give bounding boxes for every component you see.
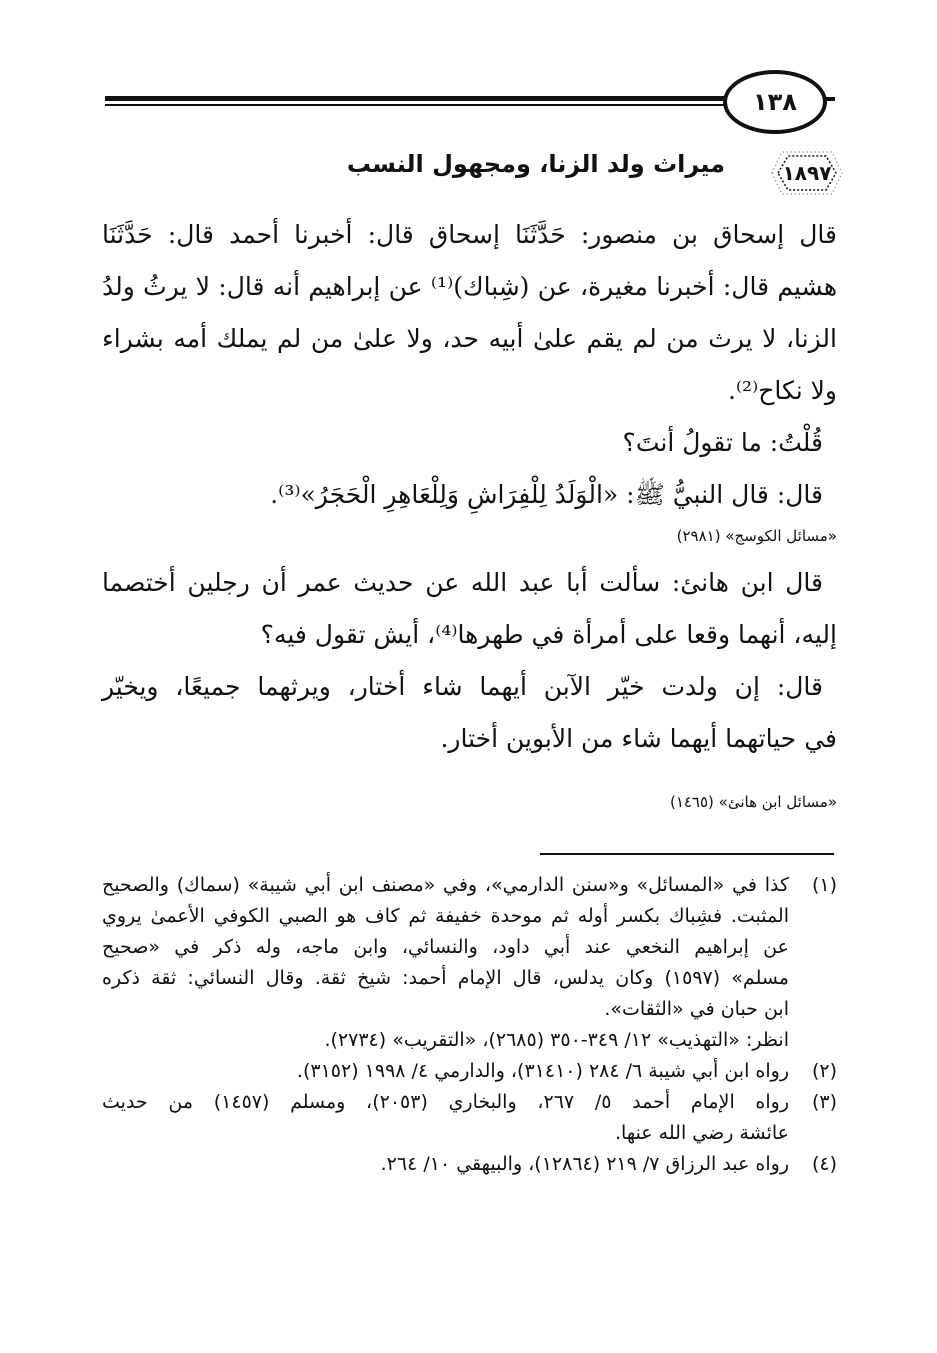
- item-number: ١٨٩٧: [782, 161, 832, 185]
- footnote-line: المثبت. فشِباك بكسر أوله ثم موحدة خفيفة ثم كاف هو الصبي الكوفي الأعمىٰ يروي: [102, 905, 789, 927]
- footnote-number: (٣): [811, 1091, 837, 1113]
- text-line: في حياتهما أيهما شاء من الأبوين أختار.: [440, 724, 837, 753]
- footnote-line: رواه الإمام أحمد ٥/ ٢٦٧، والبخاري (٢٠٥٣)، ومسلم (١٤٥٧) من حديث: [102, 1091, 790, 1113]
- header-rule-thick: [105, 96, 725, 101]
- text-line: قال: إن ولدت خيّر الآبن أيهما شاء أختار، ويرثهما جميعًا، ويخيّر: [102, 672, 823, 701]
- text-line: إليه، أنهما وقعا على أمرأة في طهرها⁽⁴⁾، أيش تقول فيه؟: [260, 620, 837, 649]
- footnote: [102, 1149, 837, 1180]
- main-text-1: [102, 209, 837, 521]
- footnote-line: عائشة رضي الله عنها.: [614, 1122, 789, 1144]
- page-number: ١٣٨: [753, 88, 797, 116]
- text-line: قال ابن هانئ: سألت أبا عبد الله عن حديث عمر أن رجلين أختصما: [102, 568, 823, 597]
- text-line: الزنا، لا يرث من لم يقم علىٰ أبيه حد، ولا علىٰ من لم يملك أمه بشراء: [102, 324, 837, 353]
- item-number-badge: [768, 150, 846, 196]
- text-line: قال إسحاق بن منصور: حَدَّثَنَا إسحاق قال: أخبرنا أحمد قال: حَدَّثَنَا: [102, 220, 837, 249]
- footnotes: [102, 870, 837, 1180]
- footnote-line: عن إبراهيم النخعي عند أبي داود، والنسائي، وابن ماجه، وله ذكر في «صحيح: [102, 936, 789, 958]
- text-line: هشيم قال: أخبرنا مغيرة، عن (شِباك)⁽¹⁾ عن إبراهيم أنه قال: لا يرثُ ولدُ: [102, 272, 837, 301]
- section-title: ميراث ولد الزنا، ومجهول النسب: [346, 150, 725, 178]
- page-number-badge: [723, 70, 827, 134]
- footnote: [102, 1087, 837, 1149]
- footnote: [102, 870, 837, 1056]
- source-citation: «مسائل الكوسج» (٢٩٨١): [676, 527, 837, 545]
- footnote-line: مسلم» (١٥٩٧) وكان يدلس، قال الإمام أحمد: شيخ ثقة. وقال النسائي: ثقة ذكره: [102, 967, 789, 989]
- footnote-separator: [540, 853, 834, 855]
- main-text-2: [102, 557, 837, 765]
- text-line: قال: قال النبيُّ ﷺ: «الْوَلَدُ لِلْفِرَاشِ وَلِلْعَاهِرِ الْحَجَرُ»⁽³⁾.: [270, 480, 823, 509]
- text-line: ولا نكاح⁽²⁾.: [727, 376, 837, 405]
- footnote-number: (١): [811, 874, 837, 896]
- footnote-line: كذا في «المسائل» و«سنن الدارمي»، وفي «مصنف ابن أبي شيبة» (سماك) والصحيح: [102, 874, 789, 896]
- footnote-number: (٤): [811, 1153, 837, 1175]
- footnote-number: (٢): [811, 1060, 837, 1082]
- footnote: [102, 1056, 837, 1087]
- footnote-line: انظر: «التهذيب» ١٢/ ٣٤٩-٣٥٠ (٢٦٨٥)، «التقريب» (٢٧٣٤).: [324, 1029, 789, 1051]
- footnote-line: ابن حبان في «الثقات».: [604, 998, 789, 1020]
- footnote-line: رواه عبد الرزاق ٧/ ٢١٩ (١٢٨٦٤)، والبيهقي ١٠/ ٢٦٤.: [380, 1153, 789, 1175]
- source-citation: «مسائل ابن هانئ» (١٤٦٥): [669, 793, 837, 811]
- text-line: قُلْتُ: ما تقولُ أنتَ؟: [622, 428, 823, 457]
- header-rule-thin: [105, 104, 725, 106]
- footnote-line: رواه ابن أبي شيبة ٦/ ٢٨٤ (٣١٤١٠)، والدارمي ٤/ ١٩٩٨ (٣١٥٢).: [296, 1060, 789, 1082]
- header-rule-right: [826, 97, 835, 101]
